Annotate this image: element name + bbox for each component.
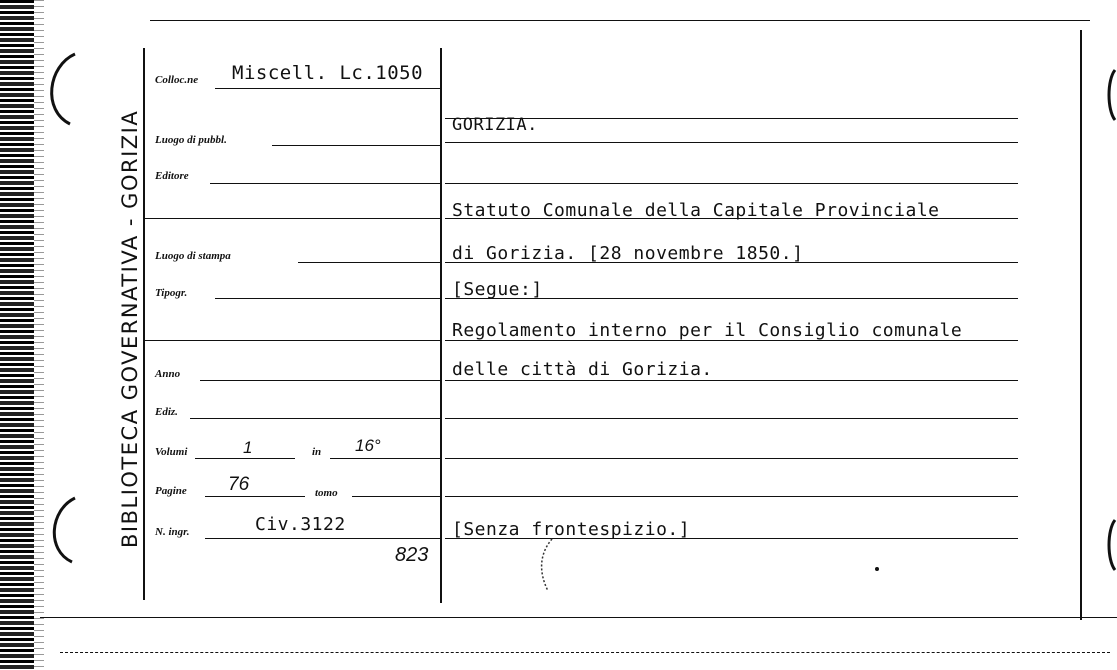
entry-line-6: delle città di Gorizia. bbox=[452, 359, 713, 380]
rule bbox=[445, 458, 1018, 459]
rule bbox=[205, 496, 305, 497]
label-pagine: Pagine bbox=[155, 485, 187, 497]
label-luogo-pubbl: Luogo di pubbl. bbox=[155, 134, 227, 146]
rule bbox=[272, 145, 440, 146]
rule bbox=[195, 458, 295, 459]
rule bbox=[145, 218, 440, 219]
label-volumi: Volumi bbox=[155, 446, 188, 458]
label-luogo-stampa: Luogo di stampa bbox=[155, 250, 231, 262]
card-right-edge bbox=[1080, 30, 1082, 620]
rule bbox=[210, 183, 440, 184]
label-in: in bbox=[312, 446, 322, 458]
rule bbox=[145, 340, 440, 341]
rule bbox=[330, 458, 440, 459]
label-editore: Editore bbox=[155, 170, 189, 182]
value-n-ingr-extra: 823 bbox=[395, 544, 429, 566]
rule bbox=[445, 418, 1018, 419]
rule bbox=[215, 298, 440, 299]
rule bbox=[190, 418, 440, 419]
right-hole-marks bbox=[1095, 60, 1117, 600]
rule bbox=[445, 380, 1018, 381]
entry-line-7: [Senza frontespizio.] bbox=[452, 519, 691, 540]
ink-dot bbox=[875, 567, 879, 571]
label-tomo: tomo bbox=[315, 487, 338, 499]
rule bbox=[352, 496, 440, 497]
punch-hole-marks bbox=[30, 40, 90, 600]
value-pagine: 76 bbox=[228, 474, 250, 495]
library-stamp: BIBLIOTECA GOVERNATIVA - GORIZIA bbox=[118, 109, 142, 548]
value-collocazione: Miscell. Lc.1050 bbox=[232, 62, 424, 84]
label-n-ingr: N. ingr. bbox=[155, 526, 190, 538]
card-top-edge bbox=[150, 20, 1090, 21]
rule bbox=[445, 183, 1018, 184]
smudge-mark bbox=[530, 535, 570, 595]
rule bbox=[200, 380, 440, 381]
card-bottom-edge bbox=[40, 617, 1117, 618]
label-ediz: Ediz. bbox=[155, 406, 178, 418]
rule bbox=[205, 538, 440, 539]
value-n-ingr: Civ.3122 bbox=[255, 514, 346, 535]
entry-line-5: Regolamento interno per il Consiglio comunale bbox=[452, 320, 963, 341]
label-tipogr: Tipogr. bbox=[155, 287, 188, 299]
rule bbox=[445, 142, 1018, 143]
label-anno: Anno bbox=[155, 368, 181, 380]
value-format: 16° bbox=[355, 436, 381, 455]
label-collocazione: Colloc.ne bbox=[155, 74, 199, 86]
rule bbox=[215, 88, 440, 89]
scan-edge bbox=[0, 0, 34, 670]
left-margin-line bbox=[143, 48, 145, 600]
entry-line-1: GORIZIA. bbox=[452, 115, 538, 135]
field-divider-line bbox=[440, 48, 442, 603]
entry-line-2: Statuto Comunale della Capitale Provinciale bbox=[452, 200, 940, 221]
entry-line-3: di Gorizia. [28 novembre 1850.] bbox=[452, 243, 804, 264]
scan-bottom-edge bbox=[60, 652, 1110, 653]
rule bbox=[298, 262, 440, 263]
value-volumi: 1 bbox=[243, 438, 253, 457]
entry-line-4: [Segue:] bbox=[452, 279, 543, 300]
rule bbox=[445, 496, 1018, 497]
